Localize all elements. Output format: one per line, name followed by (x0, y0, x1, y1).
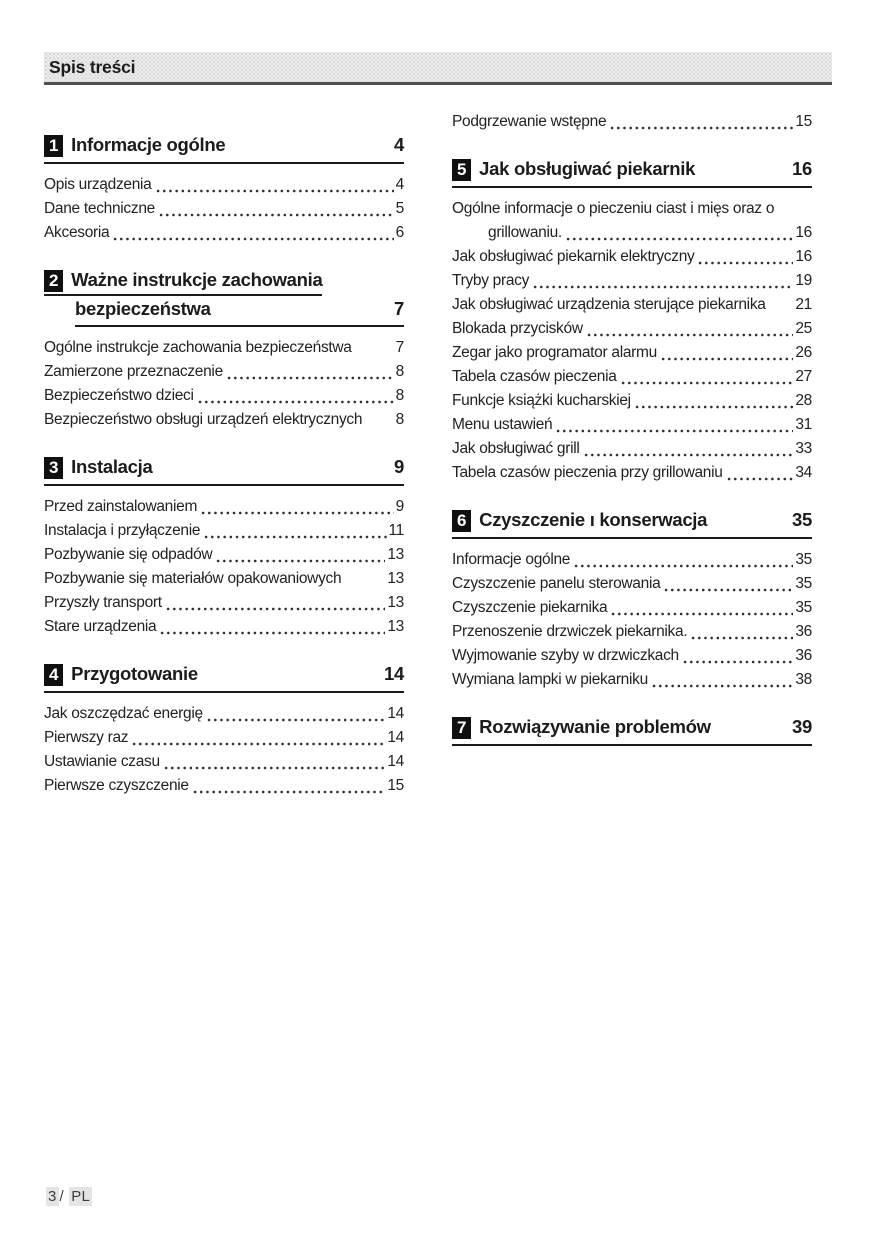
dot-leader (565, 230, 793, 246)
section-page-number: 16 (792, 158, 812, 179)
toc-entry (452, 245, 812, 269)
toc-entry-page: 34 (795, 464, 812, 481)
toc-entry-label: Informacje ogólne (452, 551, 571, 568)
toc-section-1 (44, 134, 404, 245)
toc-entry-label: Podgrzewanie wstępne (452, 113, 607, 130)
toc-section-4 (44, 663, 404, 798)
toc-entry (452, 548, 812, 572)
toc-entry-label: Funkcje książki kucharskiej (452, 392, 631, 409)
toc-entry (44, 197, 404, 221)
toc-entry-page: 14 (387, 753, 404, 770)
toc-entry-label: Zamierzone przeznaczenie (44, 363, 223, 380)
toc-entry-page: 11 (388, 522, 404, 539)
dot-leader (610, 605, 793, 621)
toc-entry (452, 269, 812, 293)
toc-entry-label: Ogólne instrukcje zachowania bezpieczeństwa (44, 339, 352, 356)
toc-entry-page: 4 (395, 176, 404, 193)
toc-entry-label: Przed zainstalowaniem (44, 498, 198, 515)
toc-entry (44, 221, 404, 245)
toc-entry-label: Tabela czasów pieczenia (452, 368, 617, 385)
dot-leader (192, 783, 386, 799)
toc-section-5 (452, 158, 812, 485)
toc-entry-label: Czyszczenie piekarnika (452, 599, 608, 616)
footer-language-code: PL (71, 1188, 91, 1205)
toc-entry-page: 21 (795, 296, 812, 313)
dot-leader (583, 446, 794, 462)
section-number-badge: 7 (452, 717, 471, 739)
section-6-heading (452, 509, 812, 539)
section-number-badge: 5 (452, 159, 471, 181)
dot-leader (634, 398, 794, 414)
toc-entry (452, 389, 812, 413)
toc-entry-label: Menu ustawień (452, 416, 553, 433)
toc-entry (44, 615, 404, 639)
toc-entry-label: Bezpieczeństwo dzieci (44, 387, 194, 404)
toc-entry-page: 8 (395, 387, 404, 404)
toc-entry-label: Przyszły transport (44, 594, 162, 611)
dot-leader (620, 374, 794, 390)
toc-entry (44, 567, 404, 591)
toc-entry-label: Zegar jako programator alarmu (452, 344, 657, 361)
toc-entry-page: 13 (387, 618, 404, 635)
toc-entry (452, 668, 812, 692)
toc-entry-label: Ustawianie czasu (44, 753, 160, 770)
toc-entry (452, 437, 812, 461)
toc-entry-label: Blokada przycisków (452, 320, 583, 337)
toc-entry (44, 702, 404, 726)
toc-entry (44, 519, 404, 543)
dot-leader (697, 254, 793, 270)
toc-entry-page: 28 (795, 392, 812, 409)
section-page-number: 14 (384, 663, 404, 684)
toc-entry (452, 365, 812, 389)
dot-leader (726, 470, 794, 486)
toc-entry-label: Opis urządzenia (44, 176, 152, 193)
dot-leader (203, 528, 386, 544)
toc-entry-label: Tryby pracy (452, 272, 530, 289)
toc-entry (452, 620, 812, 644)
toc-section-3 (44, 456, 404, 639)
section-4-continued-entries (452, 110, 812, 134)
toc-entry (44, 384, 404, 408)
toc-entry (452, 293, 812, 317)
toc-column-left (44, 110, 404, 798)
dot-leader (609, 119, 793, 135)
section-number-badge: 1 (44, 135, 63, 157)
section-page-number: 4 (394, 134, 404, 155)
dot-leader (682, 653, 793, 669)
toc-entry-wrapped-line1 (452, 197, 812, 221)
toc-entry-page: 13 (387, 594, 404, 611)
section-page-number: 7 (394, 298, 404, 319)
dot-leader (573, 557, 793, 573)
dot-leader (159, 624, 385, 640)
toc-entry-page: 38 (795, 671, 812, 688)
toc-entry-label: Instalacja i przyłączenie (44, 522, 201, 539)
section-2-heading-line1 (44, 269, 322, 296)
dot-leader (586, 326, 794, 342)
section-number-badge: 3 (44, 457, 63, 479)
dot-leader (200, 504, 394, 520)
toc-entry-page: 6 (395, 224, 404, 241)
toc-entry (452, 413, 812, 437)
toc-entry-page: 35 (795, 599, 812, 616)
section-title: Rozwiązywanie problemów (479, 716, 711, 737)
section-6-entries (452, 548, 812, 692)
section-7-heading (452, 716, 812, 746)
page-header-bar (44, 52, 832, 85)
toc-column-right (452, 110, 812, 798)
toc-entry (452, 644, 812, 668)
section-page-number: 9 (394, 456, 404, 477)
leader-spacer (344, 576, 385, 592)
section-3-entries (44, 495, 404, 639)
section-title: Instalacja (71, 456, 153, 477)
toc-entry-page: 31 (795, 416, 812, 433)
toc-entry-label: Wymiana lampki w piekarniku (452, 671, 648, 688)
toc-entry (44, 750, 404, 774)
toc-entry-page: 36 (795, 623, 812, 640)
toc-entry (452, 341, 812, 365)
toc-entry (452, 317, 812, 341)
section-number-badge: 2 (44, 270, 63, 292)
toc-entry-page: 19 (795, 272, 812, 289)
toc-entry-label: Jak oszczędzać energię (44, 705, 203, 722)
toc-entry (44, 173, 404, 197)
dot-leader (158, 206, 394, 222)
toc-entry (452, 596, 812, 620)
toc-entry-page: 9 (395, 498, 404, 515)
section-page-number: 35 (792, 509, 812, 530)
toc-columns (44, 110, 812, 798)
dot-leader (215, 552, 385, 568)
toc-entry (44, 336, 404, 360)
dot-leader (651, 677, 793, 693)
toc-entry-label: Pozbywanie się materiałów opakowaniowych (44, 570, 342, 587)
toc-section-6 (452, 509, 812, 692)
toc-entry-label: Pozbywanie się odpadów (44, 546, 213, 563)
toc-entry-label: Pierwszy raz (44, 729, 129, 746)
toc-entry-page: 13 (387, 570, 404, 587)
toc-entry-label: Akcesoria (44, 224, 110, 241)
toc-entry (44, 774, 404, 798)
toc-entry-page: 36 (795, 647, 812, 664)
toc-entry (452, 572, 812, 596)
toc-entry-page: 7 (395, 339, 404, 356)
toc-entry-page: 26 (795, 344, 812, 361)
toc-entry-label: Przenoszenie drzwiczek piekarnika. (452, 623, 688, 640)
toc-entry (44, 726, 404, 750)
dot-leader (131, 735, 385, 751)
toc-entry (44, 408, 404, 432)
footer-page-number: 3 (48, 1188, 57, 1205)
toc-entry-page: 25 (795, 320, 812, 337)
toc-entry-page: 5 (395, 200, 404, 217)
section-4-entries (44, 702, 404, 798)
dot-leader (532, 278, 793, 294)
dot-leader (690, 629, 793, 645)
dot-leader (165, 600, 386, 616)
section-page-number: 39 (792, 716, 812, 737)
section-1-heading (44, 134, 404, 164)
section-title: Informacje ogólne (71, 134, 226, 155)
toc-entry-wrapped-line2 (488, 221, 812, 245)
toc-entry (452, 110, 812, 134)
toc-entry-label: Jak obsługiwać urządzenia sterujące piekarnika (452, 296, 766, 313)
footer-separator: / (59, 1188, 64, 1205)
toc-entry-label: grillowaniu. (488, 224, 562, 241)
toc-entry (44, 543, 404, 567)
dot-leader (163, 759, 386, 775)
toc-entry-label: Jak obsługiwać grill (452, 440, 580, 457)
toc-entry-label: Dane techniczne (44, 200, 155, 217)
dot-leader (112, 230, 393, 246)
toc-entry-page: 8 (395, 363, 404, 380)
section-2-entries (44, 336, 404, 432)
leader-spacer (769, 302, 794, 318)
section-number-badge: 6 (452, 510, 471, 532)
section-title: Ważne instrukcje zachowania (71, 269, 323, 290)
page-footer (46, 1188, 92, 1205)
toc-entry-page: 16 (795, 248, 812, 265)
dot-leader (226, 369, 394, 385)
section-title: Przygotowanie (71, 663, 198, 684)
toc-entry-label: Tabela czasów pieczenia przy grillowaniu (452, 464, 723, 481)
dot-leader (555, 422, 793, 438)
toc-entry-page: 35 (795, 575, 812, 592)
toc-entry-page: 15 (795, 113, 812, 130)
dot-leader (197, 393, 394, 409)
toc-entry-page: 35 (795, 551, 812, 568)
toc-section-7 (452, 716, 812, 746)
section-3-heading (44, 456, 404, 486)
section-2-heading (44, 269, 404, 327)
toc-entry-page: 15 (387, 777, 404, 794)
dot-leader (155, 182, 394, 198)
toc-entry (452, 461, 812, 485)
section-number-badge: 4 (44, 664, 63, 686)
leader-spacer (355, 345, 394, 361)
toc-entry-page: 14 (387, 705, 404, 722)
toc-entry-page: 13 (387, 546, 404, 563)
toc-section-2 (44, 269, 404, 432)
toc-entry-page: 14 (387, 729, 404, 746)
toc-entry-page: 16 (795, 224, 812, 241)
leader-spacer (365, 417, 393, 433)
section-5-entries (452, 197, 812, 485)
toc-entry (44, 591, 404, 615)
section-1-entries (44, 173, 404, 245)
toc-entry (44, 360, 404, 384)
dot-leader (206, 711, 386, 727)
toc-entry-label: Stare urządzenia (44, 618, 157, 635)
section-title: Jak obsługiwać piekarnik (479, 158, 696, 179)
page-title: Spis treści (49, 56, 136, 77)
section-title: Czyszczenie ı konserwacja (479, 509, 708, 530)
toc-entry-label: Pierwsze czyszczenie (44, 777, 189, 794)
toc-entry-label: Czyszczenie panelu sterowania (452, 575, 661, 592)
toc-entry-page: 8 (395, 411, 404, 428)
toc-entry-label: Wyjmowanie szyby w drzwiczkach (452, 647, 679, 664)
section-4-heading (44, 663, 404, 693)
dot-leader (660, 350, 793, 366)
dot-leader (663, 581, 793, 597)
toc-entry-label: Ogólne informacje o pieczeniu ciast i mięs oraz o (452, 200, 775, 217)
section-2-heading-line2 (75, 298, 404, 327)
toc-entry (44, 495, 404, 519)
section-title-continued: bezpieczeństwa (75, 298, 211, 319)
toc-entry-label: Jak obsługiwać piekarnik elektryczny (452, 248, 695, 265)
toc-entry-label: Bezpieczeństwo obsługi urządzeń elektrycznych (44, 411, 363, 428)
toc-entry-page: 33 (795, 440, 812, 457)
section-5-heading (452, 158, 812, 188)
toc-entry-page: 27 (795, 368, 812, 385)
